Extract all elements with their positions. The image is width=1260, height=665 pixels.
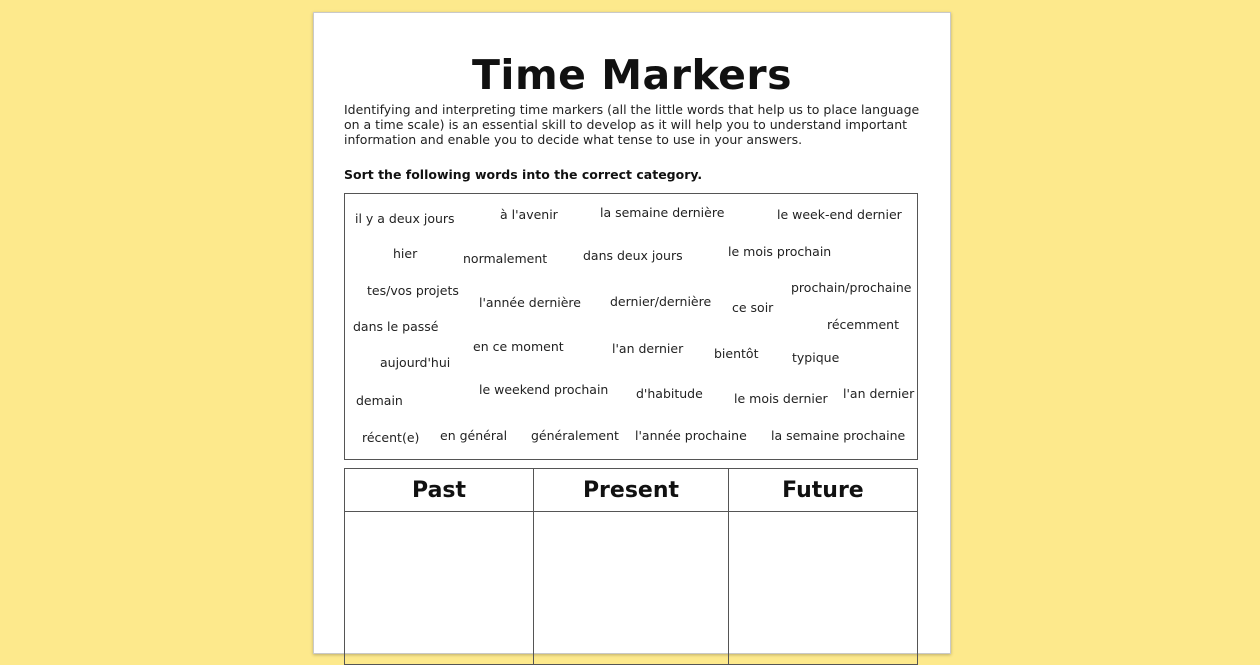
- word-item: dans le passé: [353, 319, 439, 334]
- word-item: l'année dernière: [479, 295, 581, 310]
- word-item: d'habitude: [636, 386, 703, 401]
- word-item: la semaine dernière: [600, 205, 725, 220]
- word-item: hier: [393, 246, 418, 261]
- intro-paragraph: Identifying and interpreting time markers (all the little words that help us to place language on a time scale) is an essential skill to develop as it will help you to understand important information and enable you to decide what tense to use in your answers.: [344, 102, 920, 147]
- word-item: l'an dernier: [843, 386, 915, 401]
- instruction-text: Sort the following words into the correct category.: [344, 167, 703, 182]
- word-item: en ce moment: [473, 339, 564, 354]
- sort-table: [344, 468, 918, 665]
- word-item: dernier/dernière: [610, 294, 712, 309]
- word-item: il y a deux jours: [355, 211, 455, 226]
- word-item: généralement: [531, 428, 619, 443]
- word-item: à l'avenir: [500, 207, 558, 222]
- word-item: en général: [440, 428, 508, 443]
- past-answer-cell: [345, 512, 534, 665]
- word-item: le mois dernier: [734, 391, 828, 406]
- column-header-present: Present: [534, 469, 729, 512]
- word-item: aujourd'hui: [380, 355, 451, 370]
- present-answer-cell: [534, 512, 729, 665]
- worksheet: [313, 12, 951, 654]
- word-bank: [344, 193, 918, 460]
- word-item: normalement: [463, 251, 548, 266]
- word-item: ce soir: [732, 300, 774, 315]
- column-header-future: Future: [728, 469, 917, 512]
- page-title: Time Markers: [471, 51, 793, 99]
- word-item: le weekend prochain: [479, 382, 609, 397]
- word-item: l'année prochaine: [635, 428, 747, 443]
- word-item: bientôt: [714, 346, 759, 361]
- word-item: prochain/prochaine: [791, 280, 912, 295]
- word-item: récemment: [827, 317, 899, 332]
- word-item: typique: [792, 350, 840, 365]
- word-item: la semaine prochaine: [771, 428, 906, 443]
- word-item: le week-end dernier: [777, 207, 902, 222]
- word-item: récent(e): [362, 430, 420, 445]
- word-item: le mois prochain: [728, 244, 832, 259]
- future-answer-cell: [728, 512, 917, 665]
- column-header-past: Past: [345, 469, 534, 512]
- word-item: l'an dernier: [612, 341, 684, 356]
- word-item: tes/vos projets: [367, 283, 459, 298]
- word-item: demain: [356, 393, 403, 408]
- word-item: dans deux jours: [583, 248, 683, 263]
